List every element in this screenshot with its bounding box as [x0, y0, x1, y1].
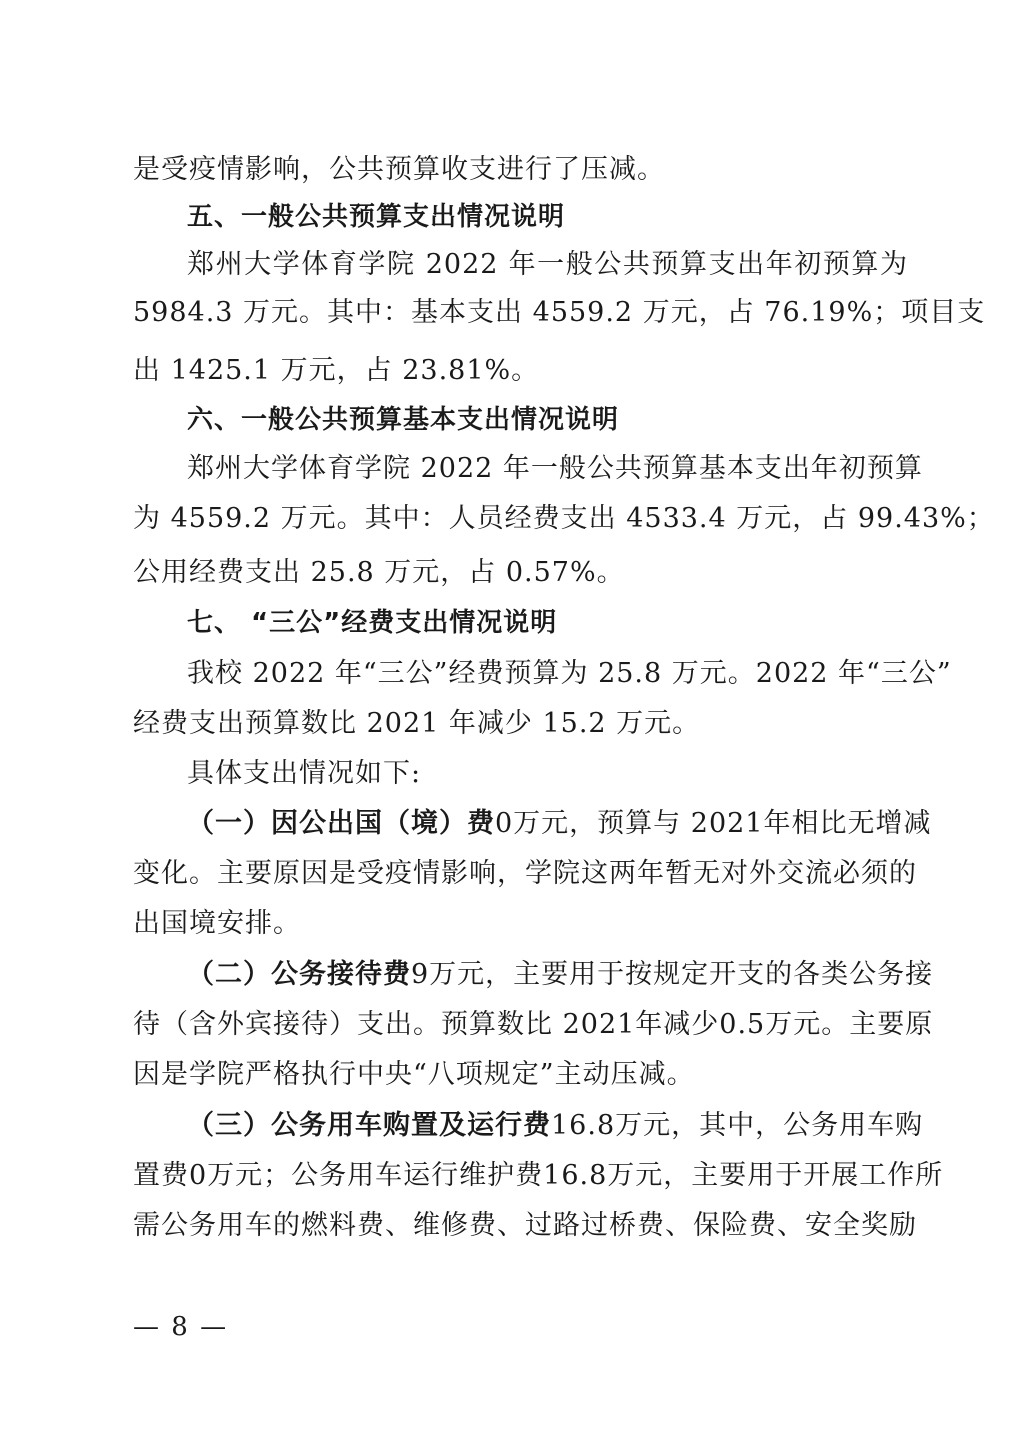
paragraph-line: 郑州大学体育学院 2022 年一般公共预算基本支出年初预算 [187, 453, 923, 484]
page-number: — 8 — [133, 1312, 229, 1342]
paragraph-line: 出 1425.1 万元，占 23.81%。 [133, 355, 540, 386]
paragraph-line: 置费0万元；公务用车运行维护费16.8万元，主要用于开展工作所 [133, 1160, 944, 1191]
item-2-text: 9万元，主要用于按规定开支的各类公务接 [411, 959, 934, 990]
item-3-text: 16.8万元，其中，公务用车购 [551, 1110, 924, 1141]
section-heading-6: 六、一般公共预算基本支出情况说明 [187, 405, 620, 435]
paragraph-line: 因是学院严格执行中央“八项规定”主动压减。 [133, 1059, 695, 1090]
paragraph-line: 待（含外宾接待）支出。预算数比 2021年减少0.5万元。主要原 [133, 1009, 934, 1040]
item-3-title: （三）公务用车购置及运行费 [187, 1110, 551, 1141]
item-3-line [187, 1106, 924, 1146]
paragraph-line: 需公务用车的燃料费、维修费、过路过桥费、保险费、安全奖励 [133, 1210, 917, 1241]
item-1-title: （一）因公出国（境）费 [187, 808, 495, 839]
paragraph-line: 具体支出情况如下: [187, 758, 422, 789]
section-heading-7: 七、 “三公”经费支出情况说明 [187, 608, 558, 638]
paragraph-line: 公用经费支出 25.8 万元，占 0.57%。 [133, 557, 625, 588]
paragraph-line: 出国境安排。 [133, 908, 301, 939]
paragraph-line: 变化。主要原因是受疫情影响，学院这两年暂无对外交流必须的 [133, 858, 917, 889]
paragraph-line: 我校 2022 年“三公”经费预算为 25.8 万元。2022 年“三公” [187, 658, 952, 689]
paragraph-line: 郑州大学体育学院 2022 年一般公共预算支出年初预算为 [187, 249, 908, 280]
paragraph-line: 5984.3 万元。其中：基本支出 4559.2 万元，占 76.19%；项目支 [133, 297, 986, 328]
item-2-line [187, 955, 934, 995]
paragraph-line: 是受疫情影响，公共预算收支进行了压减。 [133, 154, 665, 185]
item-1-text: 0万元，预算与 2021年相比无增减 [495, 808, 932, 839]
paragraph-line: 为 4559.2 万元。其中：人员经费支出 4533.4 万元，占 99.43%； [133, 503, 995, 534]
item-1-line [187, 804, 932, 844]
item-2-title: （二）公务接待费 [187, 959, 411, 990]
paragraph-line: 经费支出预算数比 2021 年减少 15.2 万元。 [133, 708, 701, 739]
section-heading-5: 五、一般公共预算支出情况说明 [187, 202, 566, 232]
